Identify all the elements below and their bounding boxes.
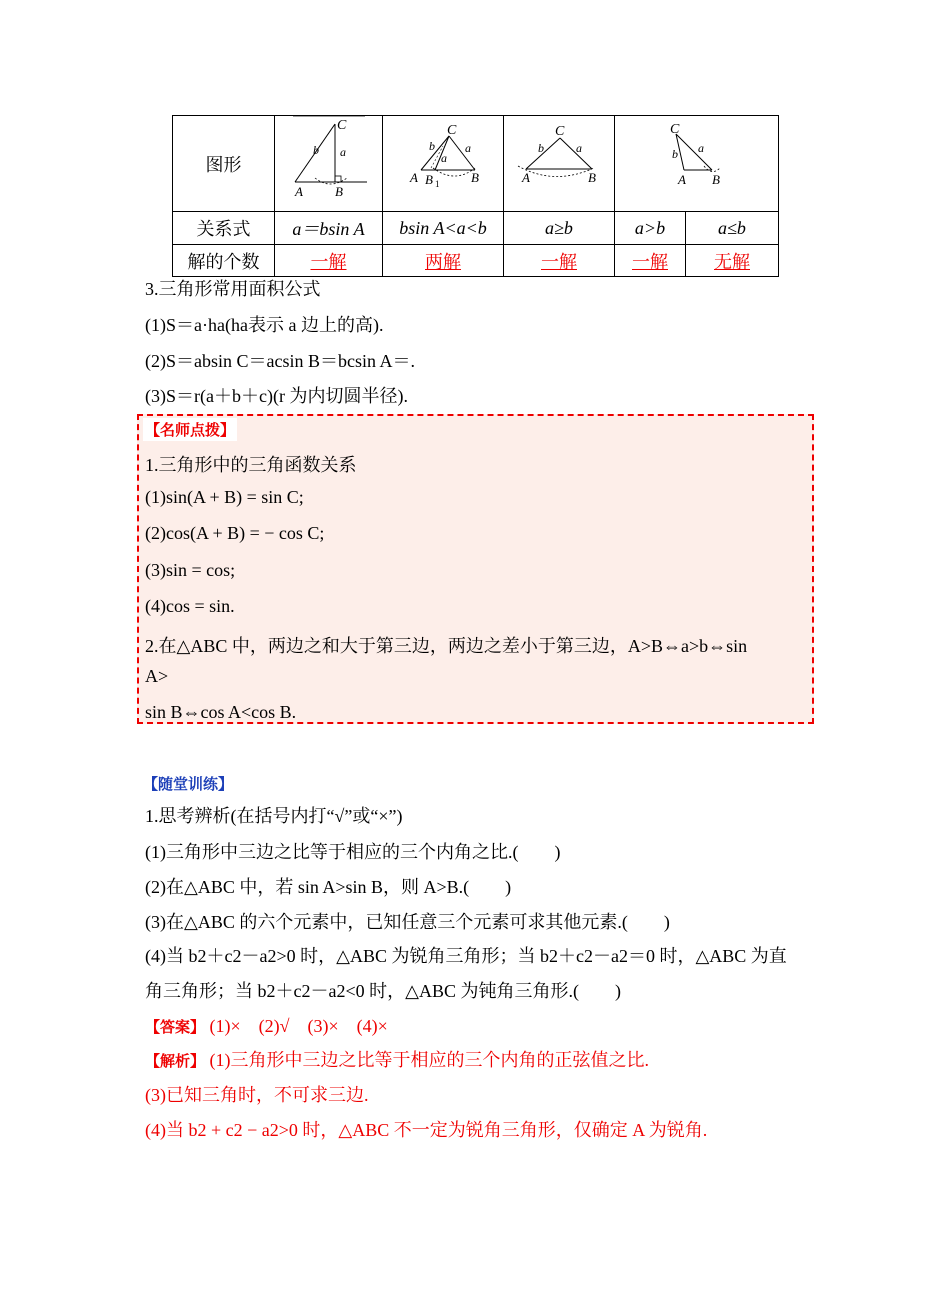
svg-text:C: C	[337, 118, 347, 133]
count-cell: 两解	[383, 245, 504, 277]
relation-cell: a≤b	[686, 212, 779, 245]
tips-line-8: sin B⇔cos A<cos B.	[145, 702, 297, 722]
svg-text:A: A	[677, 172, 686, 187]
answer-line	[145, 1012, 388, 1038]
tips-line-6: 2.在△ABC 中，两边之和大于第三边，两边之差小于第三边，A>B⇔a>b⇔sin	[145, 636, 748, 656]
svg-text:B: B	[711, 172, 720, 187]
teacher-tips-tag: 【名师点拨】	[143, 418, 237, 441]
svg-text:A: A	[410, 170, 418, 185]
tips-line-5: (4)cos = sin.	[145, 596, 235, 616]
svg-text:b: b	[313, 143, 319, 157]
triangle-cases-table	[172, 115, 779, 277]
practice-question-0: 1.思考辨析(在括号内打“√”或“×”)	[145, 806, 403, 826]
figure-right-angle	[275, 116, 383, 212]
count-cell: 一解	[615, 245, 686, 277]
practice-question-3: (3)在△ABC 的六个元素中，已知任意三个元素可求其他元素.( )	[145, 912, 670, 932]
svg-text:a: a	[697, 141, 704, 155]
svg-text:C: C	[555, 124, 565, 139]
triangle-figure-3	[504, 116, 614, 206]
svg-text:b: b	[538, 141, 544, 155]
tips-line-1: 1.三角形中的三角函数关系	[145, 455, 357, 475]
count-cell: 无解	[686, 245, 779, 277]
area-formula-1: (1)S＝a·ha(ha表示 a 边上的高).	[145, 315, 384, 335]
tips-line-4: (3)sin = cos;	[145, 560, 236, 580]
relation-cell: bsin A<a<b	[383, 212, 504, 245]
answer-text: (1)× (2)√ (3)× (4)×	[209, 1016, 388, 1036]
svg-text:a: a	[441, 151, 447, 165]
tips-line-7: A>	[145, 666, 169, 686]
svg-text:B: B	[471, 170, 479, 185]
svg-text:C: C	[447, 123, 457, 138]
analysis-line-2: (3)已知三角时，不可求三边.	[145, 1085, 369, 1105]
practice-tag: 【随堂训练】	[143, 775, 234, 793]
analysis-line-3: (4)当 b2 + c2 − a2>0 时，△ABC 不一定为锐角三角形，仅确定 A 为锐角.	[145, 1120, 708, 1140]
row-label-figure: 图形	[173, 116, 275, 212]
figure-obtuse	[615, 116, 779, 212]
svg-text:1: 1	[435, 179, 440, 189]
svg-text:B: B	[588, 170, 596, 185]
area-formula-2: (2)S＝absin C＝acsin B＝bcsin A＝.	[145, 351, 415, 371]
triangle-figure-4	[616, 116, 778, 206]
svg-text:a: a	[340, 145, 346, 159]
figure-one-solution-ge	[504, 116, 615, 212]
analysis-tag: 【解析】	[145, 1052, 206, 1070]
practice-question-4b: 角三角形；当 b2＋c2－a2<0 时，△ABC 为钝角三角形.( )	[145, 981, 621, 1001]
svg-text:A: A	[522, 170, 530, 185]
relation-cell: a>b	[615, 212, 686, 245]
triangle-figure-2	[383, 116, 503, 206]
practice-question-1: (1)三角形中三边之比等于相应的三个内角之比.( )	[145, 842, 561, 862]
count-cell: 一解	[275, 245, 383, 277]
triangle-figure-1	[275, 116, 382, 206]
svg-text:b: b	[671, 147, 678, 161]
tips-line-2: (1)sin(A + B) = sin C;	[145, 487, 304, 507]
svg-text:a: a	[465, 141, 471, 155]
relation-cell: a＝bsin A	[275, 212, 383, 245]
analysis-line-1	[145, 1046, 649, 1072]
figure-two-solutions	[383, 116, 504, 212]
row-label-count: 解的个数	[173, 245, 275, 277]
area-formula-3: (3)S＝r(a＋b＋c)(r 为内切圆半径).	[145, 386, 408, 406]
svg-text:B: B	[425, 172, 433, 187]
svg-text:a: a	[576, 141, 582, 155]
area-heading: 3.三角形常用面积公式	[145, 279, 321, 299]
svg-text:b: b	[429, 139, 435, 153]
answer-tag: 【答案】	[145, 1018, 206, 1036]
svg-text:C: C	[669, 122, 679, 137]
practice-question-2: (2)在△ABC 中，若 sin A>sin B，则 A>B.( )	[145, 877, 512, 897]
count-cell: 一解	[504, 245, 615, 277]
analysis-text-1: (1)三角形中三边之比等于相应的三个内角的正弦值之比.	[209, 1050, 650, 1070]
practice-question-4a: (4)当 b2＋c2－a2>0 时，△ABC 为锐角三角形；当 b2＋c2－a2＝0 时，△ABC 为直	[145, 946, 787, 966]
tips-line-3: (2)cos(A + B) = − cos C;	[145, 523, 325, 543]
relation-cell: a≥b	[504, 212, 615, 245]
svg-text:B: B	[335, 184, 343, 199]
svg-text:A: A	[295, 184, 303, 199]
row-label-relation: 关系式	[173, 212, 275, 245]
